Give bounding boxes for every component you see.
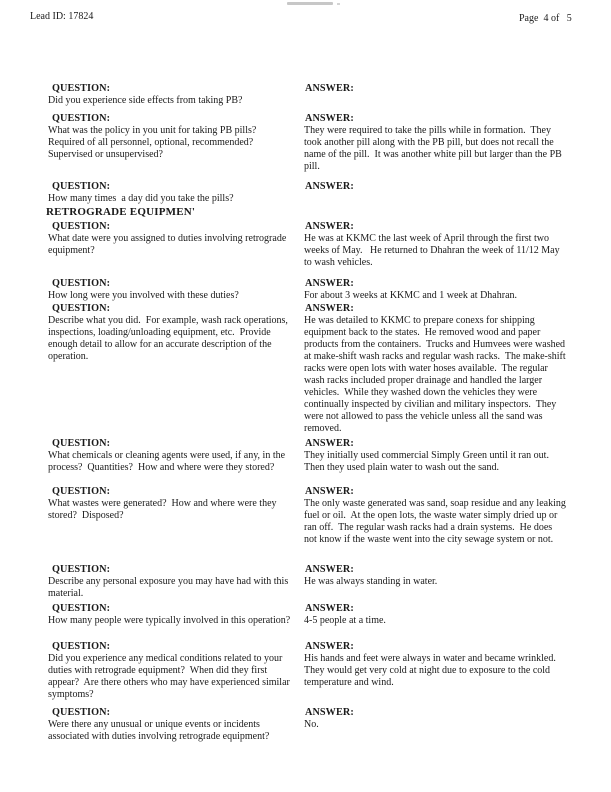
question-block [48, 641, 296, 701]
scan-artifact-bar [287, 2, 333, 5]
question-text: How many people were typically involved in this operation? [48, 615, 291, 626]
question-label: QUESTION: [52, 303, 111, 314]
question-label: QUESTION: [52, 278, 111, 289]
answer-label: ANSWER: [305, 83, 354, 94]
answer-label: ANSWER: [305, 438, 354, 449]
answer-label: ANSWER: [305, 303, 354, 314]
answer-label: ANSWER: [305, 641, 354, 652]
answer-text: 4-5 people at a time. [304, 615, 386, 626]
question-text: How long were you involved with these duties? [48, 290, 239, 301]
page-number: Page 4 of 5 [519, 13, 572, 24]
question-label: QUESTION: [52, 707, 111, 718]
question-block [48, 181, 296, 205]
answer-label: ANSWER: [305, 707, 354, 718]
question-label: QUESTION: [52, 181, 111, 192]
answer-block [304, 641, 567, 689]
question-label: QUESTION: [52, 603, 111, 614]
answer-block [304, 564, 567, 588]
answer-block [304, 486, 567, 546]
answer-label: ANSWER: [305, 603, 354, 614]
answer-block [304, 603, 567, 627]
answer-block [304, 303, 567, 435]
answer-text: He was always standing in water. [304, 576, 438, 587]
question-block [48, 303, 296, 363]
answer-label: ANSWER: [305, 486, 354, 497]
question-label: QUESTION: [52, 221, 111, 232]
answer-label: ANSWER: [305, 221, 354, 232]
question-text: What was the policy in you unit for taking PB pills? Required of all personnel, optional, recommended? Supervised or unsupervised? [48, 125, 262, 160]
question-block [48, 221, 296, 257]
answer-label: ANSWER: [305, 278, 354, 289]
question-text: How many times a day did you take the pills? [48, 193, 234, 204]
answer-block [304, 278, 567, 302]
question-block [48, 486, 296, 522]
question-text: Were there any unusual or unique events or incidents associated with duties involving retrograde equipment? [48, 719, 270, 742]
answer-text: They were required to take the pills while in formation. They took another pill along with the PB pill, but does not recall the name of the pill. It was another white pill but larger than the PB pill. [304, 125, 565, 172]
answer-block [304, 181, 567, 193]
question-label: QUESTION: [52, 113, 111, 124]
question-block [48, 113, 296, 161]
scan-artifact-dot [337, 3, 340, 5]
question-label: QUESTION: [52, 486, 111, 497]
answer-block [304, 707, 567, 731]
answer-text: For about 3 weeks at KKMC and 1 week at Dhahran. [304, 290, 518, 301]
answer-label: ANSWER: [305, 564, 354, 575]
question-text: Describe what you did. For example, wash rack operations, inspections, loading/unloading equipment, etc. Provide enough detail to allow for an accurate description of the operation. [48, 315, 291, 362]
question-block [48, 438, 296, 474]
section-title: RETROGRADE EQUIPMEN' [46, 206, 196, 218]
answer-block [304, 83, 567, 95]
question-label: QUESTION: [52, 83, 111, 94]
question-text: What chemicals or cleaning agents were used, if any, in the process? Quantities? How and where were they stored? [48, 450, 288, 473]
lead-id: Lead ID: 17824 [30, 11, 94, 22]
answer-text: No. [304, 719, 319, 730]
question-block [48, 603, 296, 627]
answer-block [304, 438, 567, 474]
question-text: Describe any personal exposure you may have had with this material. [48, 576, 291, 599]
answer-label: ANSWER: [305, 181, 354, 192]
answer-text: They initially used commercial Simply Green until it ran out. Then they used plain water to wash out the sand. [304, 450, 554, 473]
question-label: QUESTION: [52, 564, 111, 575]
question-block [48, 564, 296, 600]
question-label: QUESTION: [52, 438, 111, 449]
answer-block [304, 113, 567, 173]
question-block [48, 707, 296, 743]
answer-text: The only waste generated was sand, soap residue and any leaking fuel or oil. At the open lots, the waste water simply dried up or ran off. The regular wash racks had a drain systems. He does not know if the waste went into the city sewage system or not. [304, 498, 569, 545]
question-text: Did you experience any medical conditions related to your duties with retrograde equipment? When did they first appear? Are there others who may have experienced similar symptoms? [48, 653, 293, 700]
answer-text: He was at KKMC the last week of April through the first two weeks of May. He returned to Dhahran the week of 11/12 May to wash vehicles. [304, 233, 563, 268]
question-text: What wastes were generated? How and where were they stored? Disposed? [48, 498, 280, 521]
answer-block [304, 221, 567, 269]
question-text: What date were you assigned to duties involving retrograde equipment? [48, 233, 289, 256]
question-text: Did you experience side effects from taking PB? [48, 95, 243, 106]
answer-text: He was detailed to KKMC to prepare conexs for shipping equipment back to the states. He removed wood and paper products from the containers. Trucks and Humvees were washed at make-shift wash racks and regular wash racks. The make-shift racks were open lots with water hoses available. The regular wash racks included proper drainage and handled the larger vehicles. While they washed down the vehicles they were continually inspected by civilian and military inspectors. They were not allowed to pass the vehicle unless all the sand was removed. [304, 315, 569, 434]
question-block [48, 278, 296, 302]
answer-text: His hands and feet were always in water and became wrinkled. They would get very cold at night due to exposure to the cold temperature and wind. [304, 653, 561, 688]
question-block [48, 83, 296, 107]
answer-label: ANSWER: [305, 113, 354, 124]
question-label: QUESTION: [52, 641, 111, 652]
